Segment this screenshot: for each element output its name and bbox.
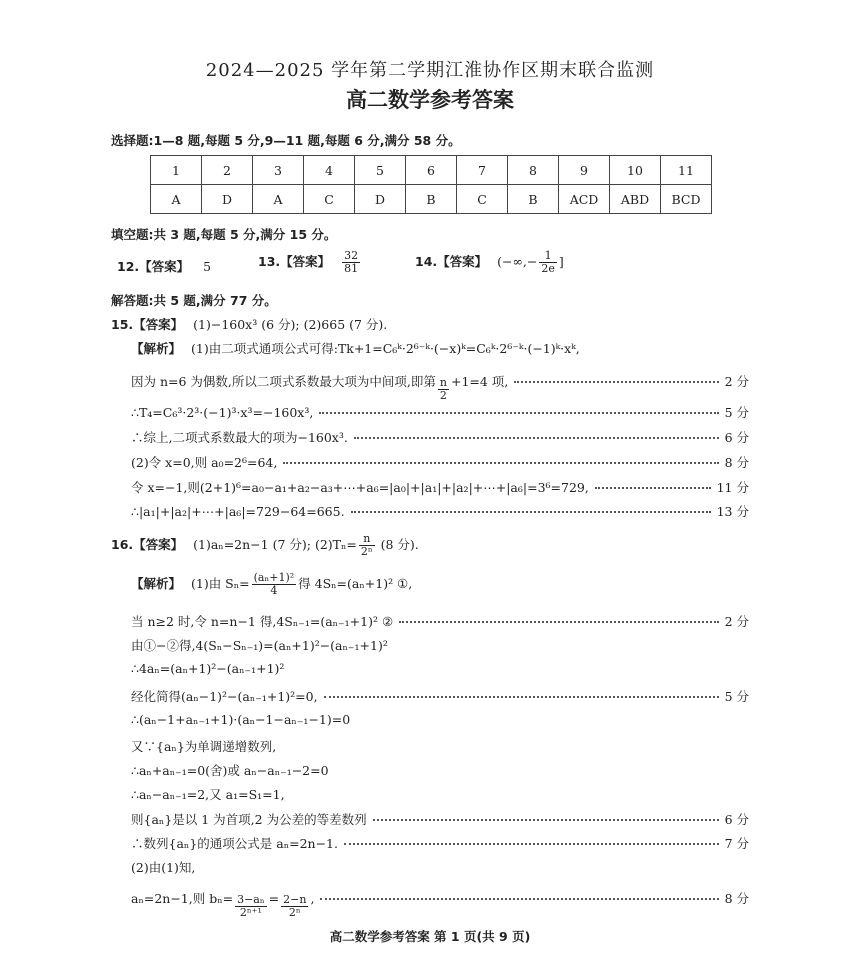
answer-cell: A — [253, 185, 304, 214]
solution-text: 由①−②得,4(Sₙ−Sₙ₋₁)=(aₙ+1)²−(aₙ₋₁+1)² — [131, 638, 388, 653]
score-mark: 5 分 — [724, 405, 749, 420]
score-mark: 13 分 — [716, 504, 749, 519]
solution-text: +1=4 项, — [450, 374, 509, 389]
dotted-leader — [373, 818, 719, 821]
fraction — [281, 894, 308, 919]
score-mark: 8 分 — [724, 891, 749, 906]
fraction — [342, 250, 360, 275]
q15-answer — [111, 315, 387, 333]
question-number: 10 — [610, 156, 661, 185]
document-subtitle: 高二数学参考答案 — [346, 88, 514, 112]
answer-14 — [415, 250, 564, 275]
question-number: 5 — [355, 156, 406, 185]
solution-text: (2)由(1)知, — [131, 860, 196, 875]
question-number: 2 — [202, 156, 253, 185]
question-number: 1 — [151, 156, 202, 185]
answer-row — [151, 185, 712, 214]
dotted-leader — [354, 436, 719, 439]
score-mark: 5 分 — [724, 689, 749, 704]
numerator: (aₙ+1)² — [253, 571, 295, 584]
solution-text: aₙ=2n−1,则 bₙ= — [131, 891, 234, 906]
q16-step — [131, 761, 749, 779]
answer-value: 5 — [203, 259, 212, 274]
dotted-leader — [344, 842, 719, 845]
analysis-label: 【解析】 — [131, 341, 182, 356]
question-number: 4 — [304, 156, 355, 185]
question-number: 11 — [661, 156, 712, 185]
solution-text: 又∵{aₙ}为单调递增数列, — [131, 739, 277, 754]
solution-text: ∴4aₙ=(aₙ+1)²−(aₙ₋₁+1)² — [131, 661, 285, 676]
q16-step — [131, 636, 749, 654]
numerator: n — [359, 533, 375, 546]
question-number: 7 — [457, 156, 508, 185]
solution-text: ∴(aₙ−1+aₙ₋₁+1)·(aₙ−1−aₙ₋₁−1)=0 — [131, 712, 351, 727]
solve-heading: 解答题:共 5 题,满分 77 分。 — [111, 293, 277, 308]
answer-cell: B — [406, 185, 457, 214]
q16-step — [131, 612, 749, 630]
answer-12 — [117, 257, 211, 275]
answer-label: 14.【答案】 — [415, 254, 488, 269]
score-mark: 11 分 — [716, 480, 749, 495]
q16-step — [131, 661, 749, 676]
score-mark: 6 分 — [724, 812, 749, 827]
interval-end: ] — [558, 254, 564, 269]
q15-analysis-line — [131, 339, 580, 357]
question-number: 3 — [253, 156, 304, 185]
q16-step — [131, 737, 749, 755]
solution-text: 当 n≥2 时,令 n=n−1 得,4Sₙ₋₁=(aₙ₋₁+1)² ② — [131, 614, 394, 629]
answer-cell: D — [202, 185, 253, 214]
q16-step — [131, 810, 749, 828]
answer-label: 15.【答案】 — [111, 317, 184, 332]
solution-text: (1)由二项式通项公式可得:Tk+1=C₆ᵏ·2⁶⁻ᵏ·(−x)ᵏ=C₆ᵏ·2⁶⁻ᵏ·(−1)ᵏ·xᵏ, — [191, 341, 580, 356]
answer-cell: BCD — [661, 185, 712, 214]
q15-step — [131, 372, 749, 402]
numerator: n — [439, 376, 447, 389]
dotted-leader — [351, 510, 711, 513]
dotted-leader — [595, 486, 711, 489]
solution-text: ∴aₙ−aₙ₋₁=2,又 a₁=S₁=1, — [131, 787, 285, 802]
denominator: 81 — [344, 262, 359, 275]
q16-step — [131, 834, 749, 852]
score-mark: 6 分 — [724, 430, 749, 445]
q15-step — [131, 403, 749, 421]
choice-answer-table — [150, 155, 712, 214]
denominator: 4 — [270, 584, 278, 597]
score-mark: 2 分 — [724, 614, 749, 629]
numerator: 32 — [344, 249, 359, 262]
denominator: 2 — [439, 389, 447, 402]
dotted-leader — [514, 380, 718, 383]
numerator: 2−n — [283, 893, 307, 906]
answer-cell: D — [355, 185, 406, 214]
choice-heading: 选择题:1—8 题,每题 5 分,9—11 题,每题 6 分,满分 58 分。 — [111, 133, 461, 148]
solution-text: 经化简得(aₙ−1)²−(aₙ₋₁+1)²=0, — [131, 689, 318, 704]
fraction — [252, 572, 297, 597]
q16-step — [131, 712, 749, 727]
q16-step — [131, 687, 749, 705]
denominator: 2ⁿ — [288, 906, 301, 919]
solution-text: 则{aₙ}是以 1 为首项,2 为公差的等差数列 — [131, 812, 367, 827]
solution-text: (1)由 Sₙ= — [191, 576, 250, 591]
analysis-label: 【解析】 — [131, 576, 182, 591]
fraction — [438, 377, 449, 402]
exam-title: 2024—2025 学年第二学期江淮协作区期末联合监测 — [205, 60, 655, 81]
interval-start: (−∞,− — [497, 254, 538, 269]
q16-step — [131, 889, 749, 919]
score-mark: 7 分 — [724, 836, 749, 851]
answer-cell: C — [457, 185, 508, 214]
solution-text: , — [310, 891, 315, 906]
q15-step — [131, 502, 749, 520]
answer-cell: ACD — [559, 185, 610, 214]
answer-cell: B — [508, 185, 559, 214]
denominator: 2ⁿ — [360, 545, 373, 558]
question-number: 6 — [406, 156, 457, 185]
q15-step — [131, 428, 749, 446]
q16-step — [131, 785, 749, 803]
solution-text: ∴aₙ+aₙ₋₁=0(舍)或 aₙ−aₙ₋₁−2=0 — [131, 763, 329, 778]
answer-cell: ABD — [610, 185, 661, 214]
q15-step — [131, 478, 749, 496]
solution-text: = — [268, 891, 280, 906]
q16-step — [131, 858, 749, 876]
answer-label: 12.【答案】 — [117, 259, 190, 274]
denominator: 2e — [541, 262, 555, 275]
answer-label: 16.【答案】 — [111, 537, 184, 552]
numerator: 3−aₙ — [237, 893, 265, 906]
solution-text: ∴数列{aₙ}的通项公式是 aₙ=2n−1. — [131, 836, 338, 851]
question-number: 8 — [508, 156, 559, 185]
fraction — [235, 894, 267, 919]
numerator: 1 — [539, 250, 557, 263]
score-mark: 2 分 — [724, 374, 749, 389]
solution-text: (2)令 x=0,则 a₀=2⁶=64, — [131, 455, 278, 470]
question-number-row — [151, 156, 712, 185]
q15-step — [131, 453, 749, 471]
dotted-leader — [283, 461, 718, 464]
answer-text: (1)aₙ=2n−1 (7 分); (2)Tₙ= — [193, 537, 357, 552]
fraction — [539, 250, 557, 275]
solution-text: ∴综上,二项式系数最大的项为−160x³. — [131, 430, 348, 445]
solution-text: 因为 n=6 为偶数,所以二项式系数最大项为中间项,即第 — [131, 374, 436, 389]
dotted-leader — [399, 620, 718, 623]
dotted-leader — [319, 411, 718, 414]
solution-text: ∴|a₁|+|a₂|+⋯+|a₆|=729−64=665. — [131, 504, 345, 519]
solution-text: ∴T₄=C₆³·2³·(−1)³·x³=−160x³, — [131, 405, 314, 420]
page-footer: 高二数学参考答案 第 1 页(共 9 页) — [329, 929, 531, 944]
answer-cell: C — [304, 185, 355, 214]
dotted-leader — [320, 897, 718, 900]
q16-analysis-line — [131, 572, 412, 597]
fill-heading: 填空题:共 3 题,每题 5 分,满分 15 分。 — [111, 227, 337, 242]
dotted-leader — [324, 695, 719, 698]
fraction — [359, 533, 375, 558]
answer-label: 13.【答案】 — [258, 254, 331, 269]
q16-answer — [111, 533, 419, 558]
score-mark: 8 分 — [724, 455, 749, 470]
answer-text: (1)−160x³ (6 分); (2)665 (7 分). — [193, 317, 388, 332]
question-number: 9 — [559, 156, 610, 185]
denominator: 2ⁿ⁺¹ — [239, 906, 262, 919]
answer-text: (8 分). — [376, 537, 419, 552]
answer-13 — [258, 250, 362, 275]
answer-cell: A — [151, 185, 202, 214]
solution-text: 令 x=−1,则(2+1)⁶=a₀−a₁+a₂−a₃+⋯+a₆=|a₀|+|a₁|+|a₂|+⋯+|a₆|=3⁶=729, — [131, 480, 589, 495]
solution-text: 得 4Sₙ=(aₙ+1)² ①, — [298, 576, 413, 591]
